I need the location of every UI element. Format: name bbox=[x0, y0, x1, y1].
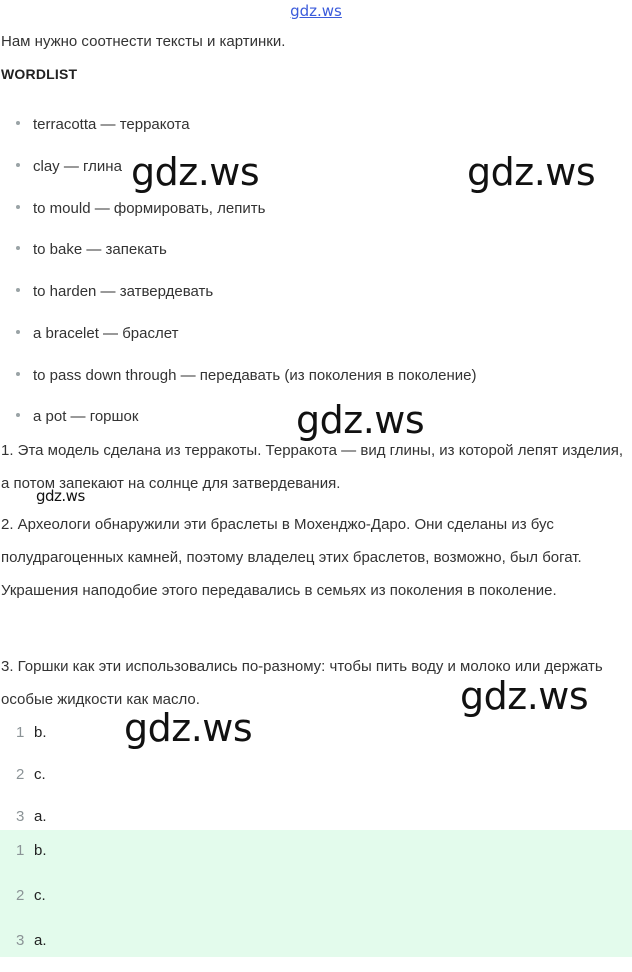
answer-number: 2 bbox=[16, 766, 25, 783]
bullet-icon bbox=[16, 246, 20, 250]
watermark: gdz.ws bbox=[131, 150, 260, 194]
wordlist-item: to mould — формировать, лепить bbox=[16, 200, 265, 217]
watermark: gdz.ws bbox=[296, 398, 425, 442]
bullet-icon bbox=[16, 121, 20, 125]
paragraph-3: 3. Горшки как эти использовались по-разному: чтобы пить воду и молоко или держать особые жидкости как масло. bbox=[1, 658, 603, 708]
wordlist-item: to pass down through — передавать (из поколения в поколение) bbox=[16, 367, 476, 384]
answer-value: b. bbox=[34, 724, 47, 741]
wordlist-item: terracotta — терракота bbox=[16, 116, 190, 133]
answer-row bbox=[0, 887, 632, 927]
wordlist-item: to harden — затвердевать bbox=[16, 283, 213, 300]
answer-value: a. bbox=[34, 808, 47, 825]
answer-row bbox=[0, 724, 632, 764]
wordlist-item: a bracelet — браслет bbox=[16, 325, 178, 342]
paragraph-2: 2. Археологи обнаружили эти браслеты в Мохенджо-Даро. Они сделаны из бус полудрагоценных камней, поэтому владелец этих браслетов, возможно, был богат. Украшения наподобие этого передавались в семьях из поколения в поколение. bbox=[1, 516, 582, 599]
answer-number: 1 bbox=[16, 724, 25, 741]
bullet-icon bbox=[16, 163, 20, 167]
watermark: gdz.ws bbox=[460, 674, 589, 718]
answer-row bbox=[0, 932, 632, 972]
highlighted-answers bbox=[0, 830, 632, 957]
bullet-icon bbox=[16, 372, 20, 376]
answer-number: 3 bbox=[16, 808, 25, 825]
wordlist-item: a pot — горшок bbox=[16, 408, 138, 425]
answer-row bbox=[0, 842, 632, 882]
answer-value: b. bbox=[34, 842, 47, 859]
paragraph-1: 1. Эта модель сделана из терракоты. Терракота — вид глины, из которой лепят изделия, а потом запекают на солнце для затвердевания. bbox=[1, 442, 624, 492]
answer-value: c. bbox=[34, 766, 46, 783]
bullet-icon bbox=[16, 288, 20, 292]
intro-text: Нам нужно соотнести тексты и картинки. bbox=[1, 33, 286, 50]
answer-number: 3 bbox=[16, 932, 25, 949]
answer-number: 2 bbox=[16, 887, 25, 904]
wordlist-heading: WORDLIST bbox=[1, 66, 78, 82]
bullet-icon bbox=[16, 330, 20, 334]
watermark: gdz.ws bbox=[36, 487, 85, 505]
answer-value: a. bbox=[34, 932, 47, 949]
wordlist-item: clay — глина bbox=[16, 158, 122, 175]
answer-number: 1 bbox=[16, 842, 25, 859]
answer-row bbox=[0, 766, 632, 806]
bullet-icon bbox=[16, 413, 20, 417]
answer-value: c. bbox=[34, 887, 46, 904]
watermark-link[interactable]: gdz.ws bbox=[290, 2, 342, 20]
wordlist-item: to bake — запекать bbox=[16, 241, 167, 258]
watermark: gdz.ws bbox=[467, 150, 596, 194]
bullet-icon bbox=[16, 205, 20, 209]
watermark: gdz.ws bbox=[124, 706, 253, 750]
